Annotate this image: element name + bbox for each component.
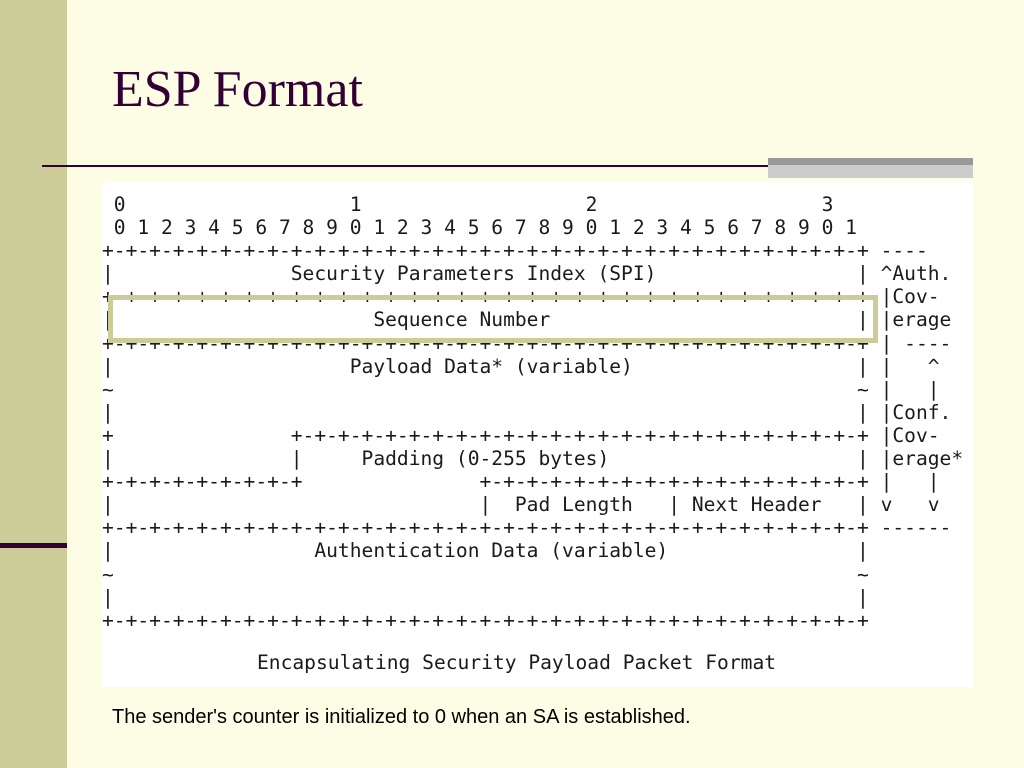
diagram-line: +-+-+-+-+-+-+-+-+-+-+-+-+-+-+-+-+-+-+-+-+-+-+-+-+-+-+-+-+-+-+-+-+ — [102, 608, 869, 632]
diagram-line: | Authentication Data (variable) | — [102, 539, 869, 563]
diagram-line: 0 1 2 3 — [102, 193, 834, 216]
diagram-line: +-+-+-+-+-+-+-+-+-+-+-+-+-+-+-+-+-+-+-+-+-+-+-+-+-+-+-+-+-+-+-+-+ ------ — [102, 516, 952, 540]
left-decorative-band — [0, 0, 67, 768]
diagram-line: | Payload Data* (variable) | | ^ — [102, 354, 940, 378]
diagram-line: +-+-+-+-+-+-+-+-+-+-+-+-+-+-+-+-+-+-+-+-+-+-+-+-+-+-+-+-+-+-+-+-+ ---- — [102, 239, 928, 263]
diagram-line: +-+-+-+-+-+-+-+-+-+-+-+-+-+-+-+-+-+-+-+-+-+-+-+-+-+-+-+-+-+-+-+-+ |Cov- — [102, 285, 940, 309]
diagram-line: | Security Parameters Index (SPI) | ^Auth. — [102, 262, 952, 286]
title-accent-dark — [768, 158, 973, 165]
esp-packet-diagram — [102, 181, 973, 687]
diagram-line: ~ ~ — [102, 562, 869, 586]
title-divider-line — [42, 165, 770, 167]
diagram-caption: Encapsulating Security Payload Packet Format — [257, 651, 777, 674]
slide-footnote: The sender's counter is initialized to 0 when an SA is established. — [112, 706, 691, 728]
diagram-line: 0 1 2 3 4 5 6 7 8 9 0 1 2 3 4 5 6 7 8 9 0 1 2 3 4 5 6 7 8 9 0 1 — [102, 216, 857, 240]
left-band-accent-line — [0, 543, 67, 548]
diagram-line: +-+-+-+-+-+-+-+-+-+-+-+-+-+-+-+-+-+-+-+-+-+-+-+-+-+-+-+-+-+-+-+-+ | ---- — [102, 331, 952, 355]
diagram-line: +-+-+-+-+-+-+-+-+ +-+-+-+-+-+-+-+-+-+-+-+-+-+-+-+-+ | | — [102, 470, 940, 494]
sequence-number-highlight — [108, 295, 878, 343]
esp-ascii-art — [102, 193, 963, 632]
diagram-line: | | Pad Length | Next Header | v v — [102, 493, 940, 517]
diagram-line: + +-+-+-+-+-+-+-+-+-+-+-+-+-+-+-+-+-+-+-+-+-+-+-+-+ |Cov- — [102, 423, 940, 447]
diagram-line: | | Padding (0-255 bytes) | |erage* — [102, 447, 964, 471]
slide-title: ESP Format — [112, 61, 363, 118]
diagram-line: | Sequence Number | |erage — [102, 308, 952, 332]
diagram-line: ~ ~ | | — [102, 377, 940, 401]
diagram-line: | | — [102, 585, 869, 609]
title-accent-bar — [768, 158, 973, 178]
title-accent-light — [768, 165, 973, 178]
diagram-line: | | |Conf. — [102, 400, 952, 424]
